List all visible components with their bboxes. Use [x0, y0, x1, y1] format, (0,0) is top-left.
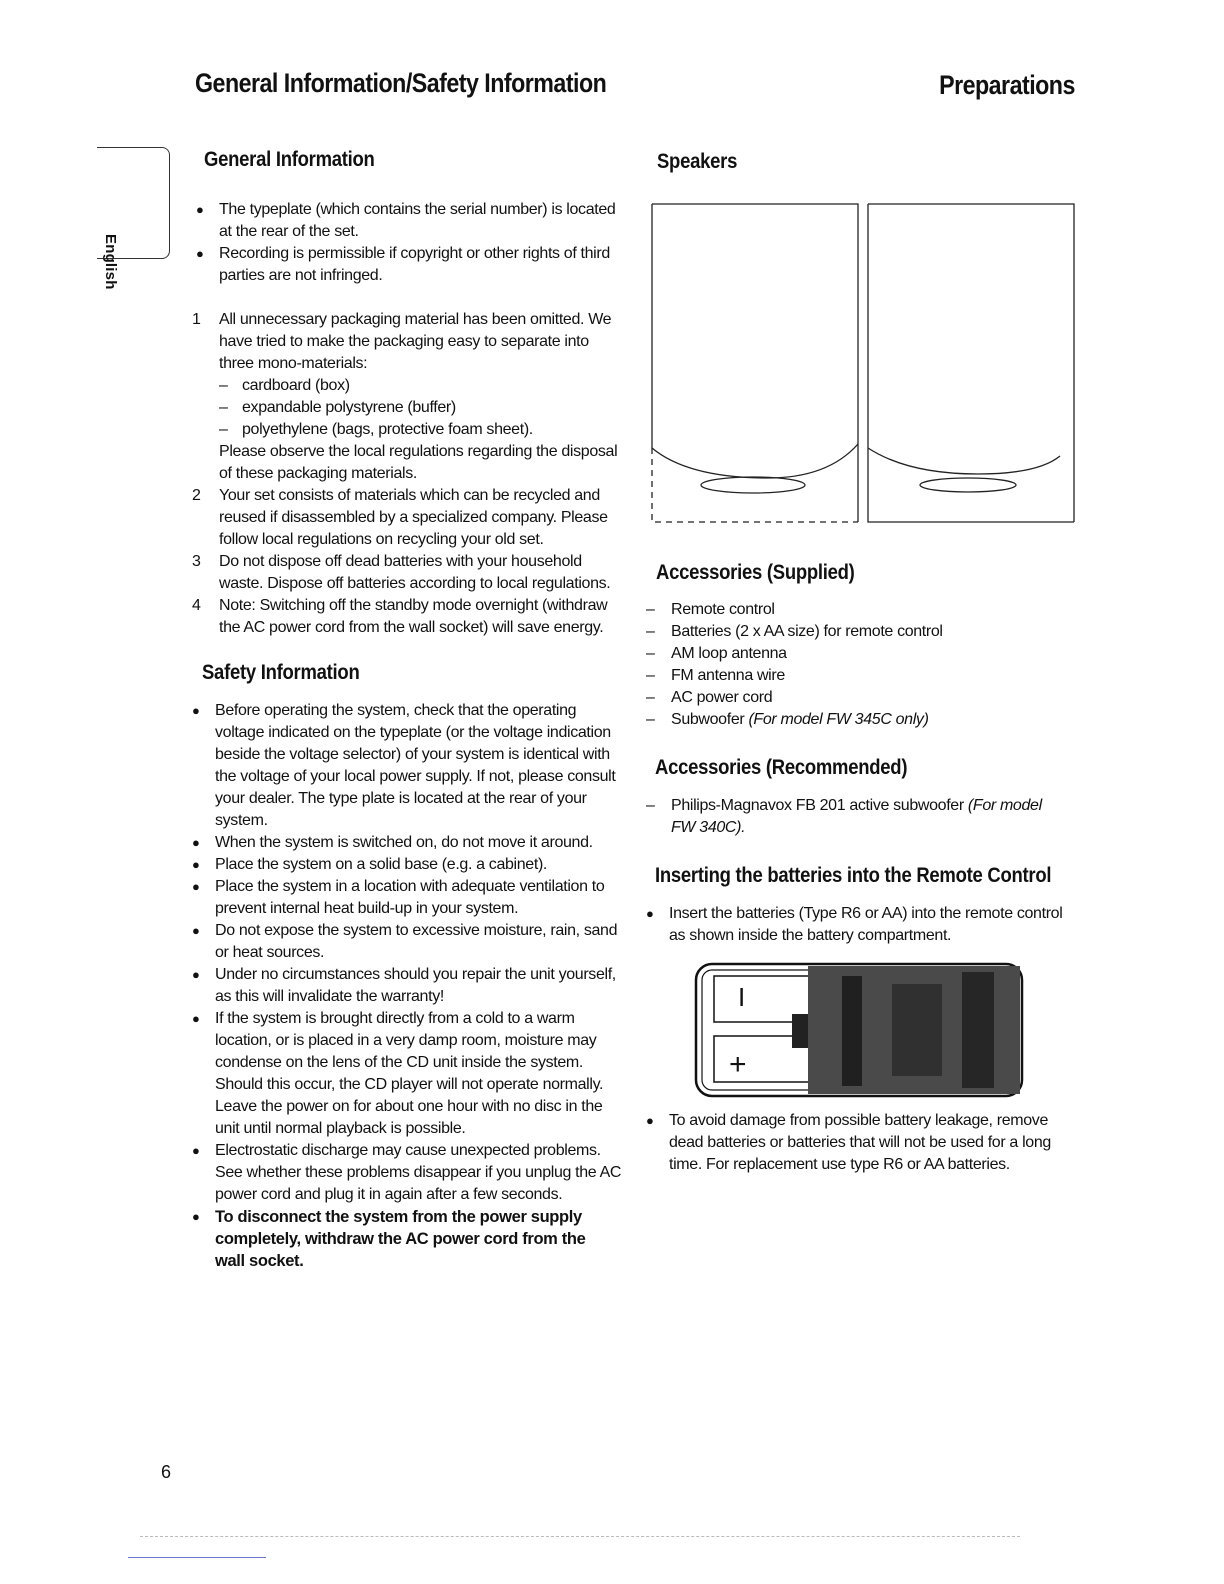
- bullet-icon: ●: [192, 835, 200, 850]
- scan-artifact-line: [140, 1536, 1020, 1537]
- list-item: – Remote control: [646, 601, 775, 618]
- scan-artifact-blue-line: [128, 1557, 266, 1558]
- accessories-supplied-title: Accessories (Supplied): [656, 561, 855, 584]
- general-bullets: [196, 199, 626, 287]
- list-item: ● Insert the batteries (Type R6 or AA) into the remote control as shown inside the battery compartment.: [646, 905, 1063, 944]
- list-item: ● Place the system in a location with adequate ventilation to prevent internal heat build-up in your system.: [192, 878, 605, 917]
- speakers-title: Speakers: [657, 150, 738, 173]
- list-item: ● Under no circumstances should you repair the unit yourself, as this will invalidate the warranty!: [192, 966, 616, 1005]
- plus-sign: +: [729, 1048, 747, 1081]
- bullet-icon: ●: [192, 879, 200, 894]
- page-header-right: Preparations: [939, 70, 1075, 100]
- list-item: – Philips-Magnavox FB 201 active subwoofer (For model FW 340C).: [646, 797, 1042, 836]
- bullet-icon: ●: [196, 246, 204, 261]
- list-item: 4 Note: Switching off the standby mode overnight (withdraw the AC power cord from the wall socket) will save energy.: [192, 597, 608, 636]
- battery-compartment-illustration: [692, 960, 1026, 1100]
- left-speaker-drawing: [652, 204, 858, 522]
- bullet-icon: ●: [196, 202, 204, 217]
- list-item: ● Before operating the system, check that the operating voltage indicated on the typeplate (or the voltage indication beside the voltage selector) of your system is identical with the voltage of your local power supply. If not, please consult your dealer. The type plate is located at the rear of your system.: [192, 702, 616, 829]
- list-item: ● Recording is permissible if copyright or other rights of third parties are not infringed.: [196, 245, 610, 284]
- list-item: ● When the system is switched on, do not move it around.: [192, 832, 626, 854]
- language-tab-label: English: [102, 234, 119, 290]
- bullet-icon: ●: [192, 1209, 200, 1224]
- dash-item: – polyethylene (bags, protective foam sheet).: [219, 421, 533, 438]
- list-item: – Subwoofer (For model FW 345C only): [646, 711, 929, 728]
- right-speaker-drawing: [868, 204, 1074, 522]
- page-header-left: General Information/Safety Information: [195, 68, 607, 98]
- list-item: ● To avoid damage from possible battery leakage, remove dead batteries or batteries that will not be used for a long time. For replacement use type R6 or AA batteries.: [646, 1112, 1051, 1173]
- list-item: – AC power cord: [646, 689, 773, 706]
- language-tab: [97, 147, 170, 290]
- general-info-title: General Information: [204, 148, 375, 171]
- bullet-icon: ●: [192, 703, 200, 718]
- batteries-warning: [646, 1110, 1076, 1176]
- list-item: ● If the system is brought directly from a cold to a warm location, or is placed in a very damp room, moisture may condense on the lens of the CD unit inside the system. Should this occur, the CD player will not operate normally. Leave the power on for about one hour with no disc in the unit until normal playback is possible.: [192, 1010, 604, 1137]
- speakers-illustration: [648, 198, 1078, 528]
- list-item: ● The typeplate (which contains the serial number) is located at the rear of the set.: [196, 201, 616, 240]
- accessories-supplied-list: [646, 599, 1076, 731]
- list-item: – AM loop antenna: [646, 645, 787, 662]
- batteries-title: Inserting the batteries into the Remote Control: [655, 864, 1052, 887]
- bullet-icon: ●: [192, 923, 200, 938]
- list-item: 2 Your set consists of materials which can be recycled and reused if disassembled by a specialized company. Please follow local regulations on recycling your old set.: [192, 487, 608, 548]
- page-number: 6: [161, 1462, 172, 1482]
- list-item: ● Do not expose the system to excessive moisture, rain, sand or heat sources.: [192, 922, 618, 961]
- accessories-recommended-title: Accessories (Recommended): [655, 756, 908, 779]
- bullet-icon: ●: [646, 1113, 654, 1128]
- minus-sign: I: [738, 982, 746, 1012]
- bullet-icon: ●: [192, 1143, 200, 1158]
- safety-bullets: [192, 700, 626, 1272]
- list-item-important: ● To disconnect the system from the power supply completely, withdraw the AC power cord from the wall socket.: [192, 1208, 586, 1270]
- list-item: 3 Do not dispose off dead batteries with your household waste. Dispose off batteries according to local regulations.: [192, 553, 611, 592]
- list-item: ● Electrostatic discharge may cause unexpected problems. See whether these problems disappear if you unplug the AC power cord and plug it in again after a few seconds.: [192, 1142, 622, 1203]
- bullet-icon: ●: [192, 1011, 200, 1026]
- safety-info-title: Safety Information: [202, 661, 360, 684]
- list-item: – Batteries (2 x AA size) for remote control: [646, 623, 943, 640]
- bullet-icon: ●: [192, 857, 200, 872]
- accessories-recommended-list: [646, 795, 1046, 839]
- batteries-instruction: [646, 903, 1076, 947]
- list-item: 1 All unnecessary packaging material has been omitted. We have tried to make the packaging easy to separate into three mono-materials: – cardboard (box) – expandable polystyrene (buffer) – polyethylene (bags, protective foam sheet). Please observe the local regulations regarding the disposal of these packaging materials.: [192, 309, 626, 485]
- dash-item: – expandable polystyrene (buffer): [219, 399, 456, 416]
- bullet-icon: ●: [192, 967, 200, 982]
- dash-item: – cardboard (box): [219, 377, 350, 394]
- list-item: ● Place the system on a solid base (e.g. a cabinet).: [192, 854, 626, 876]
- list-item: – FM antenna wire: [646, 667, 785, 684]
- bullet-icon: ●: [646, 906, 654, 921]
- general-numbered-list: [192, 309, 626, 639]
